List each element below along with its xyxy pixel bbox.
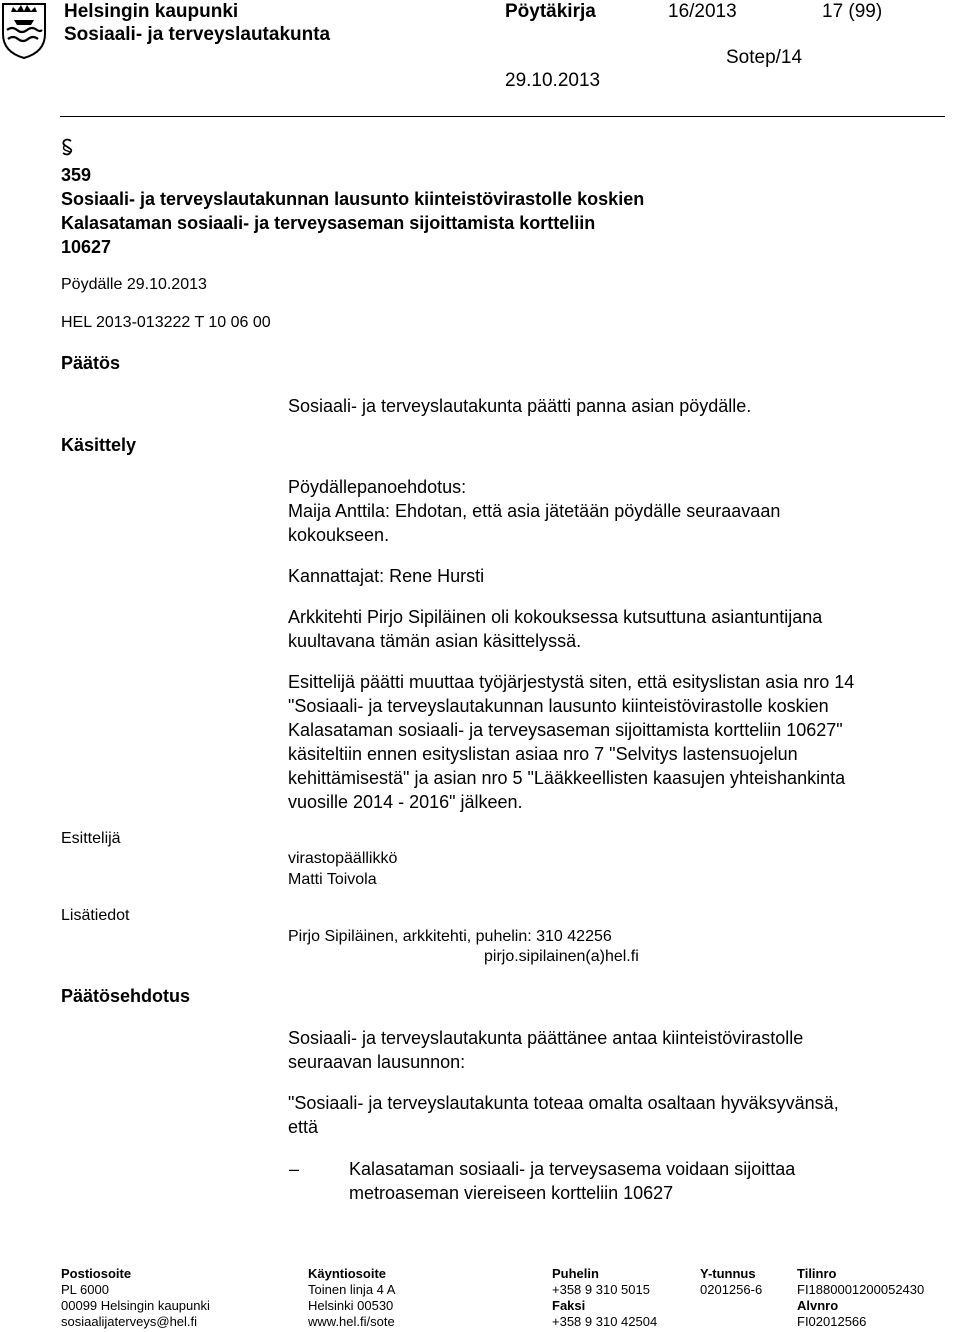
proposal-intro-line: Sosiaali- ja terveyslautakunta päättänee antaa kiinteistövirastolle bbox=[288, 1028, 804, 1048]
proposal-intro-line: seuraavan lausunnon: bbox=[288, 1052, 466, 1072]
bullet-line: Kalasataman sosiaali- ja terveysasema voidaan sijoittaa bbox=[349, 1159, 796, 1179]
footer-line: PL 6000 bbox=[61, 1282, 109, 1297]
footer-subheading: Faksi bbox=[552, 1298, 586, 1313]
helsinki-crest-logo bbox=[0, 0, 48, 60]
order-line: "Sosiaali- ja terveyslautakunnan lausunto kiinteistövirastolle koskien bbox=[288, 696, 829, 716]
presenter-name: Matti Toivola bbox=[288, 871, 377, 888]
footer-line: Helsinki 00530 bbox=[308, 1298, 394, 1313]
doc-type: Pöytäkirja bbox=[505, 1, 596, 22]
footer-heading: Postiosoite bbox=[61, 1266, 132, 1281]
doc-number: 16/2013 bbox=[668, 1, 737, 22]
order-line: Kalasataman sosiaali- ja terveysaseman sijoittamista kortteliin 10627" bbox=[288, 720, 843, 740]
presenter-title: virastopäällikkö bbox=[288, 850, 398, 867]
contact-info: Pirjo Sipiläinen, arkkitehti, puhelin: 310 42256 bbox=[288, 928, 612, 945]
footer-email-link[interactable]: sosiaalijaterveys@hel.fi bbox=[61, 1314, 198, 1329]
expert-line: kuultavana tämän asian käsittelyssä. bbox=[288, 631, 582, 651]
decision-text: Sosiaali- ja terveyslautakunta päätti panna asian pöydälle. bbox=[288, 396, 752, 416]
footer-line: +358 9 310 42504 bbox=[552, 1314, 658, 1329]
motion-line: Maija Anttila: Ehdotan, että asia jätetään pöydälle seuraavaan bbox=[288, 501, 781, 521]
contact-email: pirjo.sipilainen(a)hel.fi bbox=[484, 948, 639, 965]
support-text: Kannattajat: Rene Hursti bbox=[288, 566, 485, 586]
doc-date: 29.10.2013 bbox=[505, 70, 601, 91]
section-proposal-label: Päätösehdotus bbox=[61, 986, 191, 1006]
section-decision-label: Päätös bbox=[61, 353, 121, 373]
footer-column-visit bbox=[308, 1266, 395, 1330]
item-title-line: 10627 bbox=[61, 237, 112, 257]
footer-line: FI1880001200052430 bbox=[797, 1282, 925, 1297]
expert-line: Arkkitehti Pirjo Sipiläinen oli kokouksessa kutsuttuna asiantuntijana bbox=[288, 607, 823, 627]
footer-line: FI02012566 bbox=[797, 1314, 867, 1329]
committee-name: Sosiaali- ja terveyslautakunta bbox=[64, 24, 331, 45]
motion-label: Pöydällepanoehdotus: bbox=[288, 477, 467, 497]
order-line: käsiteltiin ennen esityslistan asiaa nro 7 "Selvitys lastensuojelun bbox=[288, 744, 798, 764]
page-number: 17 (99) bbox=[822, 1, 883, 22]
footer-column-phone bbox=[552, 1266, 657, 1330]
footer-line: +358 9 310 5015 bbox=[552, 1282, 650, 1297]
footer-column-postal bbox=[61, 1266, 210, 1330]
footer-line: Toinen linja 4 A bbox=[308, 1282, 396, 1297]
org-name: Helsingin kaupunki bbox=[64, 1, 239, 22]
section-sign-icon bbox=[61, 138, 74, 157]
footer-column-business-id bbox=[700, 1266, 762, 1298]
doc-reference: Sotep/14 bbox=[726, 47, 803, 68]
section-more-info-label: Lisätiedot bbox=[61, 907, 130, 924]
item-number: 359 bbox=[61, 165, 92, 185]
proposal-quote-line: että bbox=[288, 1117, 319, 1137]
footer-web-link[interactable]: www.hel.fi/sote bbox=[308, 1314, 395, 1329]
order-line: vuosille 2014 - 2016" jälkeen. bbox=[288, 792, 523, 812]
section-handling-label: Käsittely bbox=[61, 435, 137, 455]
footer-column-account bbox=[797, 1266, 924, 1330]
footer-subheading: Alvnro bbox=[797, 1298, 839, 1313]
diary-number: HEL 2013-013222 T 10 06 00 bbox=[61, 314, 271, 331]
footer-heading: Käyntiosoite bbox=[308, 1266, 387, 1281]
footer-heading: Puhelin bbox=[552, 1266, 599, 1281]
item-title-line: Kalasataman sosiaali- ja terveysaseman sijoittamista kortteliin bbox=[61, 213, 596, 233]
order-line: Esittelijä päätti muuttaa työjärjestystä siten, että esityslistan asia nro 14 bbox=[288, 672, 855, 692]
footer-line: 00099 Helsingin kaupunki bbox=[61, 1298, 210, 1313]
bullet-dash: – bbox=[289, 1159, 300, 1179]
item-title-line: Sosiaali- ja terveyslautakunnan lausunto kiinteistövirastolle koskien bbox=[61, 189, 645, 209]
header-rule bbox=[60, 116, 945, 117]
footer-line: 0201256-6 bbox=[700, 1282, 763, 1297]
bullet-line: metroaseman viereiseen kortteliin 10627 bbox=[349, 1183, 674, 1203]
section-presenter-label: Esittelijä bbox=[61, 830, 121, 847]
motion-line: kokoukseen. bbox=[288, 525, 390, 545]
footer-heading: Tilinro bbox=[797, 1266, 837, 1281]
tabled-date: Pöydälle 29.10.2013 bbox=[61, 276, 207, 293]
footer-heading: Y-tunnus bbox=[700, 1266, 756, 1281]
proposal-quote-line: "Sosiaali- ja terveyslautakunta toteaa omalta osaltaan hyväksyvänsä, bbox=[288, 1093, 839, 1113]
order-line: kehittämisestä" ja asian nro 5 "Lääkkeellisten kaasujen yhteishankinta bbox=[288, 768, 846, 788]
